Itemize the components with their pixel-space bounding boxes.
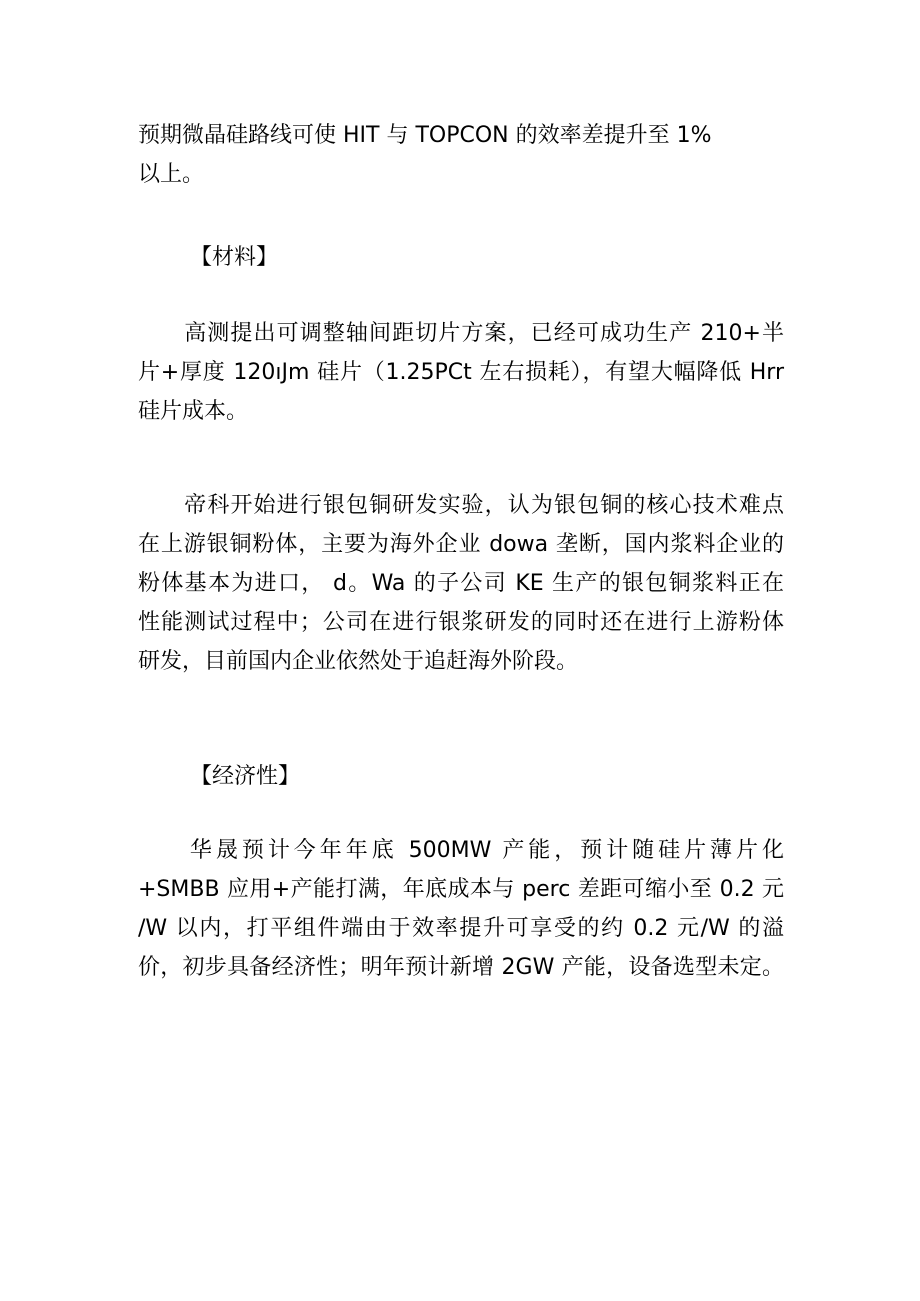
paragraph-line: 片+厚度 120ıJm 硅片（1.25PCt 左右损耗），有望大幅降低 Hrr <box>138 360 784 385</box>
paragraph-line: 预期微晶硅路线可使 HIT 与 TOPCON 的效率差提升至 1% <box>138 123 712 148</box>
paragraph-line: 性能测试过程中；公司在进行银浆研发的同时还在进行上游粉体 <box>138 610 784 635</box>
paragraph-line: 在上游银铜粉体，主要为海外企业 dowa 垄断，国内浆料企业的 <box>138 532 784 557</box>
paragraph-line: 高测提出可调整轴间距切片方案，已经可成功生产 210+半 <box>138 321 784 346</box>
paragraph-line: 价，初步具备经济性；明年预计新增 2GW 产能，设备选型未定。 <box>138 955 784 980</box>
materials-paragraph-1 <box>138 314 784 431</box>
paragraph-line: /W 以内，打平组件端由于效率提升可享受的约 0.2 元/W 的溢 <box>138 916 784 941</box>
paragraph-line: 帝科开始进行银包铜研发实验，认为银包铜的核心技术难点 <box>138 493 784 518</box>
paragraph-line: 硅片成本。 <box>138 399 249 424</box>
section-heading-economics: 【经济性】 <box>190 764 301 789</box>
paragraph-line: 粉体基本为进口， d。Wa 的子公司 KE 生产的银包铜浆料正在 <box>138 571 784 596</box>
section-heading-materials: 【材料】 <box>190 245 279 270</box>
paragraph-line: 华晟预计今年年底 500MW 产能，预计随硅片薄片化 <box>138 838 784 863</box>
materials-paragraph-2 <box>138 486 784 681</box>
paragraph-line: +SMBB 应用+产能打满，年底成本与 perc 差距可缩小至 0.2 元 <box>138 877 784 902</box>
paragraph-line: 研发，目前国内企业依然处于追赶海外阶段。 <box>138 649 579 674</box>
intro-paragraph <box>138 116 784 194</box>
paragraph-line: 以上。 <box>138 162 205 187</box>
economics-paragraph-1 <box>138 831 784 987</box>
